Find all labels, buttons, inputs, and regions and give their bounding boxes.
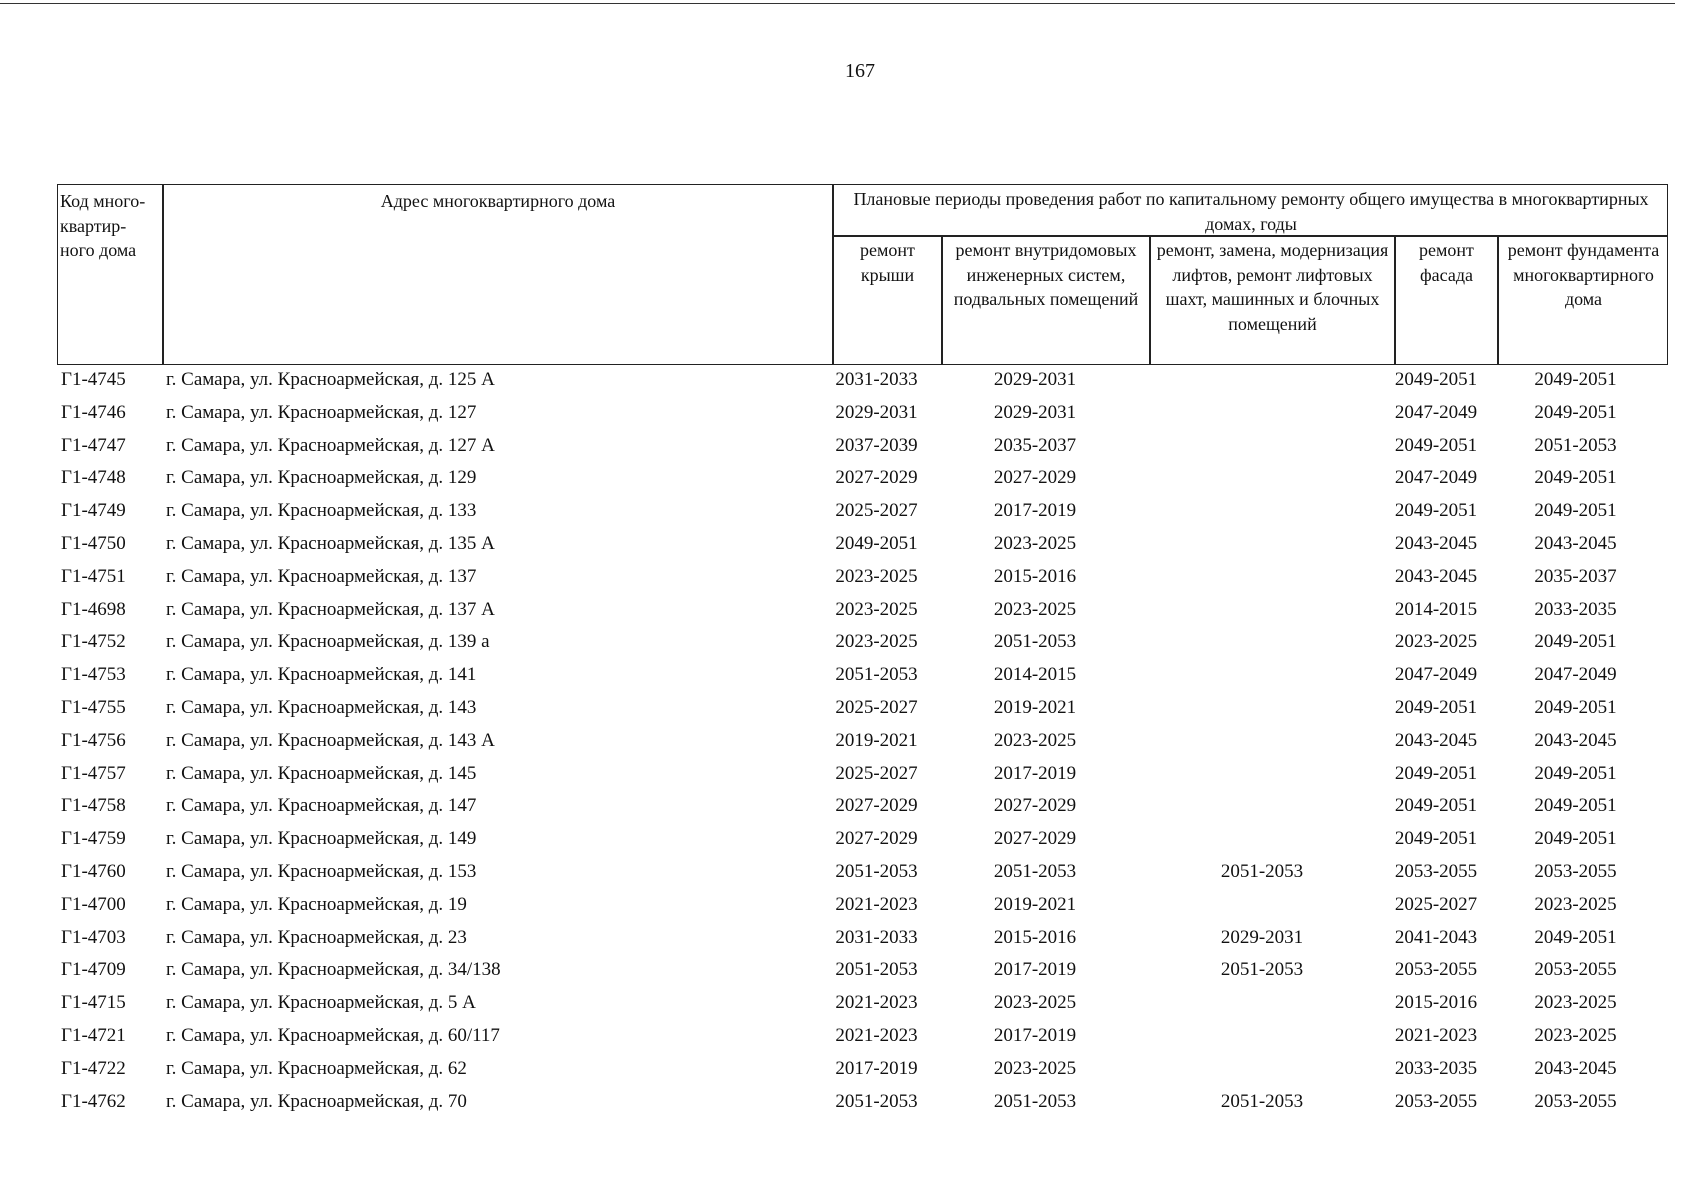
cell-address: г. Самара, ул. Красноармейская, д. 127 А (166, 434, 495, 456)
cell-facade: 2021-2023 (1394, 1024, 1478, 1046)
cell-code: Г1-4709 (61, 959, 126, 981)
cell-roof: 2021-2023 (835, 992, 918, 1014)
cell-code: Г1-4748 (61, 467, 126, 489)
cell-engineering: 2023-2025 (993, 729, 1077, 751)
cell-address: г. Самара, ул. Красноармейская, д. 149 (166, 828, 477, 850)
table-row (57, 365, 1668, 398)
table-body (57, 365, 1668, 1119)
page-number: 167 (845, 60, 875, 82)
cell-code: Г1-4752 (61, 631, 126, 653)
cell-roof: 2031-2033 (835, 369, 918, 390)
cell-engineering: 2029-2031 (993, 401, 1077, 423)
cell-code: Г1-4746 (61, 401, 126, 423)
cell-facade: 2047-2049 (1394, 401, 1478, 423)
table-row (57, 791, 1668, 824)
cell-foundation: 2043-2045 (1534, 532, 1617, 554)
table-row (57, 496, 1668, 529)
header-address: Адрес многоквартирного дома (380, 191, 616, 211)
cell-code: Г1-4759 (61, 828, 126, 850)
cell-address: г. Самара, ул. Красноармейская, д. 23 (166, 926, 467, 948)
cell-facade: 2033-2035 (1394, 1057, 1478, 1079)
cell-address: г. Самара, ул. Красноармейская, д. 143 (166, 696, 477, 718)
cell-foundation: 2049-2051 (1534, 369, 1617, 390)
cell-foundation: 2049-2051 (1534, 828, 1617, 850)
cell-foundation: 2023-2025 (1534, 992, 1617, 1014)
cell-code: Г1-4753 (61, 664, 126, 686)
cell-foundation: 2051-2053 (1534, 434, 1617, 456)
cell-code: Г1-4698 (61, 598, 126, 620)
header-code: Код много-квартир-ного дома (60, 191, 146, 260)
cell-facade: 2014-2015 (1394, 598, 1478, 620)
cell-facade: 2049-2051 (1394, 434, 1478, 456)
cell-facade: 2053-2055 (1394, 860, 1478, 882)
table-row (57, 693, 1668, 726)
cell-engineering: 2027-2029 (993, 467, 1077, 489)
cell-foundation: 2049-2051 (1534, 467, 1617, 489)
cell-code: Г1-4703 (61, 926, 126, 948)
header-engineering: ремонт внутридомовых инженерных систем, подвальных помещений (953, 240, 1139, 309)
cell-code: Г1-4747 (61, 434, 126, 456)
cell-address: г. Самара, ул. Красноармейская, д. 143 А (166, 729, 495, 751)
table-header (57, 184, 1668, 365)
cell-code: Г1-4745 (61, 369, 126, 390)
cell-facade: 2015-2016 (1394, 992, 1478, 1014)
cell-code: Г1-4751 (61, 565, 126, 587)
table-row (57, 463, 1668, 496)
cell-foundation: 2049-2051 (1534, 500, 1617, 522)
cell-facade: 2049-2051 (1394, 762, 1478, 784)
cell-engineering: 2035-2037 (993, 434, 1077, 456)
cell-engineering: 2051-2053 (993, 631, 1077, 653)
cell-address: г. Самара, ул. Красноармейская, д. 145 (166, 762, 477, 784)
cell-foundation: 2049-2051 (1534, 926, 1617, 948)
cell-engineering: 2017-2019 (993, 1024, 1077, 1046)
cell-address: г. Самара, ул. Красноармейская, д. 141 (166, 664, 477, 686)
cell-lifts: 2051-2053 (1220, 959, 1304, 981)
header-periods: Плановые периоды проведения работ по капитальному ремонту общего имущества в многоквартирных домах, годы (853, 189, 1649, 234)
cell-roof: 2021-2023 (835, 1024, 918, 1046)
cell-code: Г1-4722 (61, 1057, 126, 1079)
cell-roof: 2019-2021 (835, 729, 918, 751)
cell-engineering: 2015-2016 (993, 565, 1077, 587)
header-roof: ремонт крыши (860, 240, 915, 285)
cell-code: Г1-4750 (61, 532, 126, 554)
cell-foundation: 2049-2051 (1534, 631, 1617, 653)
cell-foundation: 2053-2055 (1534, 860, 1617, 882)
cell-foundation: 2043-2045 (1534, 729, 1617, 751)
cell-roof: 2027-2029 (835, 467, 918, 489)
cell-facade: 2049-2051 (1394, 795, 1478, 817)
cell-roof: 2021-2023 (835, 893, 918, 915)
cell-foundation: 2043-2045 (1534, 1057, 1617, 1079)
cell-code: Г1-4757 (61, 762, 126, 784)
cell-engineering: 2015-2016 (993, 926, 1077, 948)
top-rule (0, 3, 1675, 4)
cell-roof: 2023-2025 (835, 598, 918, 620)
cell-code: Г1-4700 (61, 893, 126, 915)
table-row (57, 660, 1668, 693)
cell-engineering: 2051-2053 (993, 860, 1077, 882)
cell-facade: 2049-2051 (1394, 696, 1478, 718)
table-row (57, 562, 1668, 595)
cell-facade: 2041-2043 (1394, 926, 1478, 948)
cell-address: г. Самара, ул. Красноармейская, д. 34/138 (166, 959, 501, 981)
cell-lifts: 2051-2053 (1220, 1090, 1304, 1112)
table-row (57, 890, 1668, 923)
cell-facade: 2053-2055 (1394, 959, 1478, 981)
table-row (57, 1054, 1668, 1087)
table-row (57, 988, 1668, 1021)
cell-foundation: 2035-2037 (1534, 565, 1617, 587)
cell-facade: 2047-2049 (1394, 467, 1478, 489)
cell-engineering: 2017-2019 (993, 500, 1077, 522)
cell-address: г. Самара, ул. Красноармейская, д. 70 (166, 1090, 467, 1112)
table-row (57, 627, 1668, 660)
cell-address: г. Самара, ул. Красноармейская, д. 19 (166, 893, 467, 915)
cell-address: г. Самара, ул. Красноармейская, д. 135 А (166, 532, 495, 554)
cell-facade: 2047-2049 (1394, 664, 1478, 686)
cell-address: г. Самара, ул. Красноармейская, д. 137 А (166, 598, 495, 620)
table-row (57, 595, 1668, 628)
cell-engineering: 2051-2053 (993, 1090, 1077, 1112)
cell-foundation: 2049-2051 (1534, 762, 1617, 784)
cell-engineering: 2023-2025 (993, 598, 1077, 620)
cell-facade: 2043-2045 (1394, 729, 1478, 751)
cell-address: г. Самара, ул. Красноармейская, д. 153 (166, 860, 477, 882)
cell-facade: 2043-2045 (1394, 532, 1478, 554)
table-row (57, 857, 1668, 890)
cell-roof: 2027-2029 (835, 828, 918, 850)
cell-code: Г1-4756 (61, 729, 126, 751)
cell-address: г. Самара, ул. Красноармейская, д. 5 А (166, 992, 476, 1014)
cell-roof: 2051-2053 (835, 1090, 918, 1112)
table-row (57, 923, 1668, 956)
cell-foundation: 2023-2025 (1534, 893, 1617, 915)
cell-facade: 2049-2051 (1394, 500, 1478, 522)
cell-facade: 2023-2025 (1394, 631, 1478, 653)
cell-engineering: 2027-2029 (993, 795, 1077, 817)
cell-address: г. Самара, ул. Красноармейская, д. 137 (166, 565, 477, 587)
header-facade: ремонт фасада (1419, 240, 1474, 285)
cell-code: Г1-4721 (61, 1024, 126, 1046)
cell-facade: 2053-2055 (1394, 1090, 1478, 1112)
cell-roof: 2017-2019 (835, 1057, 918, 1079)
cell-engineering: 2019-2021 (993, 696, 1077, 718)
cell-engineering: 2023-2025 (993, 532, 1077, 554)
cell-roof: 2023-2025 (835, 631, 918, 653)
cell-code: Г1-4715 (61, 992, 126, 1014)
cell-engineering: 2014-2015 (993, 664, 1077, 686)
cell-address: г. Самара, ул. Красноармейская, д. 147 (166, 795, 477, 817)
cell-roof: 2023-2025 (835, 565, 918, 587)
cell-foundation: 2047-2049 (1534, 664, 1617, 686)
cell-roof: 2027-2029 (835, 795, 918, 817)
cell-code: Г1-4758 (61, 795, 126, 817)
cell-roof: 2037-2039 (835, 434, 918, 456)
header-lifts: ремонт, замена, модернизация лифтов, ремонт лифтовых шахт, машинных и блочных помещений (1156, 240, 1389, 334)
cell-foundation: 2023-2025 (1534, 1024, 1617, 1046)
cell-code: Г1-4755 (61, 696, 126, 718)
cell-roof: 2051-2053 (835, 664, 918, 686)
table-row (57, 1087, 1668, 1120)
cell-engineering: 2017-2019 (993, 762, 1077, 784)
table-row (57, 398, 1668, 431)
header-foundation: ремонт фундамента многоквартирного дома (1507, 240, 1660, 309)
cell-address: г. Самара, ул. Красноармейская, д. 139 а (166, 631, 490, 653)
cell-foundation: 2033-2035 (1534, 598, 1617, 620)
cell-roof: 2025-2027 (835, 500, 918, 522)
cell-code: Г1-4762 (61, 1090, 126, 1112)
cell-address: г. Самара, ул. Красноармейская, д. 60/117 (166, 1024, 500, 1046)
table-row (57, 955, 1668, 988)
cell-roof: 2025-2027 (835, 762, 918, 784)
cell-roof: 2029-2031 (835, 401, 918, 423)
cell-address: г. Самара, ул. Красноармейская, д. 127 (166, 401, 477, 423)
cell-address: г. Самара, ул. Красноармейская, д. 129 (166, 467, 477, 489)
cell-roof: 2051-2053 (835, 860, 918, 882)
cell-engineering: 2019-2021 (993, 893, 1077, 915)
cell-roof: 2051-2053 (835, 959, 918, 981)
cell-roof: 2025-2027 (835, 696, 918, 718)
table-row (57, 824, 1668, 857)
cell-roof: 2031-2033 (835, 926, 918, 948)
cell-engineering: 2029-2031 (993, 369, 1077, 390)
cell-engineering: 2017-2019 (993, 959, 1077, 981)
cell-foundation: 2053-2055 (1534, 959, 1617, 981)
cell-foundation: 2049-2051 (1534, 696, 1617, 718)
cell-facade: 2043-2045 (1394, 565, 1478, 587)
table-row (57, 726, 1668, 759)
cell-facade: 2049-2051 (1394, 828, 1478, 850)
cell-address: г. Самара, ул. Красноармейская, д. 133 (166, 500, 477, 522)
cell-code: Г1-4760 (61, 860, 126, 882)
table-row (57, 431, 1668, 464)
cell-code: Г1-4749 (61, 500, 126, 522)
cell-engineering: 2023-2025 (993, 992, 1077, 1014)
cell-foundation: 2049-2051 (1534, 795, 1617, 817)
cell-foundation: 2049-2051 (1534, 401, 1617, 423)
cell-address: г. Самара, ул. Красноармейская, д. 62 (166, 1057, 467, 1079)
cell-engineering: 2023-2025 (993, 1057, 1077, 1079)
cell-facade: 2025-2027 (1394, 893, 1478, 915)
cell-facade: 2049-2051 (1394, 369, 1478, 390)
table-row (57, 759, 1668, 792)
table-row (57, 529, 1668, 562)
cell-foundation: 2053-2055 (1534, 1090, 1617, 1112)
cell-roof: 2049-2051 (835, 532, 918, 554)
cell-engineering: 2027-2029 (993, 828, 1077, 850)
cell-address: г. Самара, ул. Красноармейская, д. 125 А (166, 369, 495, 390)
table-row (57, 1021, 1668, 1054)
cell-lifts: 2051-2053 (1220, 860, 1304, 882)
cell-lifts: 2029-2031 (1220, 926, 1304, 948)
